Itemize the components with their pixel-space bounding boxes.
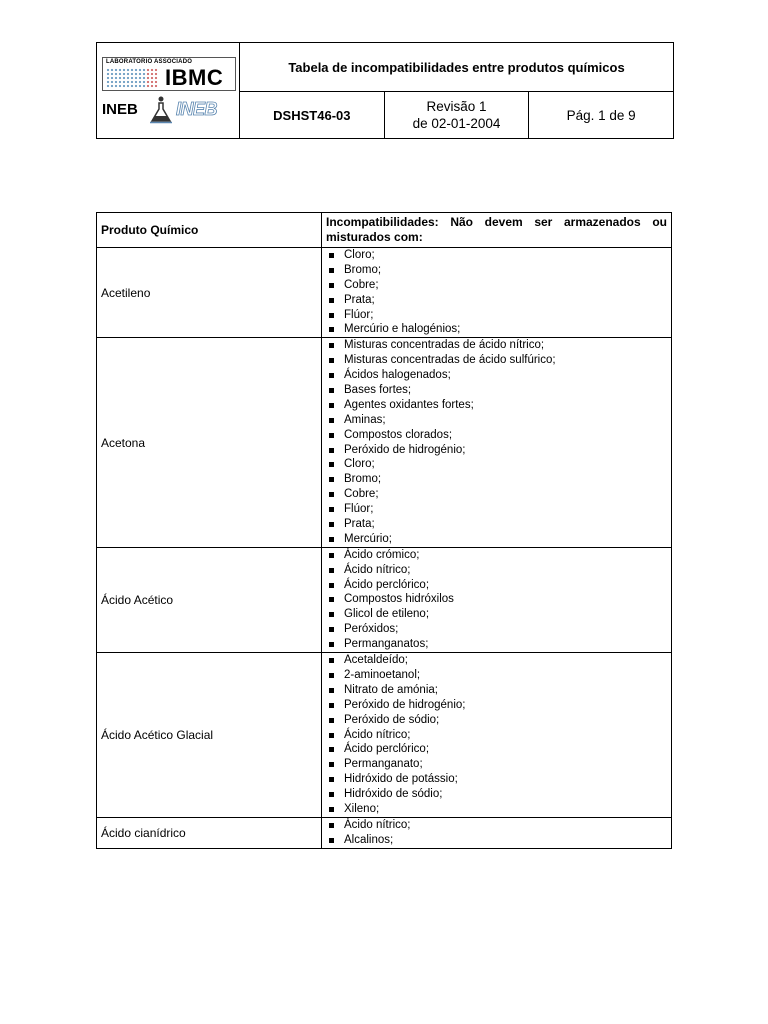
lab-associado-text: LABORATORIO ASSOCIADO bbox=[106, 58, 193, 65]
ineb-outline-text: INEB bbox=[176, 98, 218, 119]
list-item: Alcalinos; bbox=[326, 833, 667, 848]
incompatibility-list-cell bbox=[322, 248, 672, 338]
list-item: 2-aminoetanol; bbox=[326, 668, 667, 683]
list-item: Nitrato de amónia; bbox=[326, 683, 667, 698]
ibmc-logo bbox=[102, 57, 236, 91]
list-item: Ácido nítrico; bbox=[326, 818, 667, 833]
list-item: Hidróxido de potássio; bbox=[326, 772, 667, 787]
incompatibility-list bbox=[326, 248, 667, 337]
list-item: Ácido perclórico; bbox=[326, 742, 667, 757]
incompatibility-list bbox=[326, 548, 667, 652]
list-item: Glicol de etileno; bbox=[326, 607, 667, 622]
list-item: Ácido nítrico; bbox=[326, 728, 667, 743]
ineb-logo bbox=[102, 95, 236, 125]
list-item: Peróxido de hidrogénio; bbox=[326, 698, 667, 713]
list-item: Compostos clorados; bbox=[326, 428, 667, 443]
list-item: Ácidos halogenados; bbox=[326, 368, 667, 383]
dot-grid-accent-icon bbox=[146, 68, 158, 88]
list-item: Cloro; bbox=[326, 248, 667, 263]
column-header-incompatibilities: Incompatibilidades: Não devem ser armazenados ou misturados com: bbox=[322, 213, 672, 248]
list-item: Permanganato; bbox=[326, 757, 667, 772]
list-item: Bases fortes; bbox=[326, 383, 667, 398]
product-name: Acetileno bbox=[97, 248, 322, 338]
list-item: Xileno; bbox=[326, 802, 667, 817]
list-item: Hidróxido de sódio; bbox=[326, 787, 667, 802]
dot-grid-icon bbox=[106, 68, 146, 88]
table-row bbox=[97, 547, 672, 652]
list-item: Prata; bbox=[326, 293, 667, 308]
incompatibility-list bbox=[326, 653, 667, 817]
table-row bbox=[97, 248, 672, 338]
list-item: Cobre; bbox=[326, 487, 667, 502]
table-body bbox=[97, 248, 672, 849]
product-name: Ácido Acético Glacial bbox=[97, 653, 322, 818]
column-header-product: Produto Químico bbox=[97, 213, 322, 248]
product-name: Ácido cianídrico bbox=[97, 817, 322, 848]
revision-number: Revisão 1 bbox=[426, 99, 487, 114]
incompatibility-list bbox=[326, 818, 667, 848]
table-row bbox=[97, 817, 672, 848]
logo-cell bbox=[97, 43, 240, 139]
list-item: Aminas; bbox=[326, 413, 667, 428]
table-header-row bbox=[97, 213, 672, 248]
list-item: Misturas concentradas de ácido nítrico; bbox=[326, 338, 667, 353]
incompatibility-list bbox=[326, 338, 667, 546]
incompatibility-list-cell bbox=[322, 338, 672, 547]
revision-info bbox=[384, 92, 529, 139]
list-item: Ácido nítrico; bbox=[326, 563, 667, 578]
document-title: Tabela de incompatibilidades entre produtos químicos bbox=[240, 43, 674, 92]
document-header bbox=[96, 42, 674, 139]
list-item: Mercúrio e halogénios; bbox=[326, 322, 667, 337]
product-name: Ácido Acético bbox=[97, 547, 322, 652]
list-item: Ácido perclórico; bbox=[326, 578, 667, 593]
list-item: Flúor; bbox=[326, 502, 667, 517]
list-item: Ácido crómico; bbox=[326, 548, 667, 563]
product-name: Acetona bbox=[97, 338, 322, 547]
list-item: Flúor; bbox=[326, 308, 667, 323]
table-row bbox=[97, 653, 672, 818]
table-row bbox=[97, 338, 672, 547]
incompatibility-table bbox=[96, 212, 672, 849]
list-item: Misturas concentradas de ácido sulfúrico; bbox=[326, 353, 667, 368]
list-item: Peróxido de sódio; bbox=[326, 713, 667, 728]
page-number: Pág. 1 de 9 bbox=[529, 92, 674, 139]
incompatibility-list-cell bbox=[322, 653, 672, 818]
list-item: Cobre; bbox=[326, 278, 667, 293]
revision-date: de 02-01-2004 bbox=[412, 116, 501, 131]
list-item: Acetaldeído; bbox=[326, 653, 667, 668]
list-item: Compostos hidróxilos bbox=[326, 592, 667, 607]
list-item: Mercúrio; bbox=[326, 532, 667, 547]
list-item: Peróxido de hidrogénio; bbox=[326, 443, 667, 458]
ibmc-text: IBMC bbox=[165, 64, 224, 90]
list-item: Agentes oxidantes fortes; bbox=[326, 398, 667, 413]
ineb-text: INEB bbox=[102, 100, 138, 118]
list-item: Prata; bbox=[326, 517, 667, 532]
incompatibility-list-cell bbox=[322, 547, 672, 652]
list-item: Bromo; bbox=[326, 263, 667, 278]
list-item: Peróxidos; bbox=[326, 622, 667, 637]
list-item: Cloro; bbox=[326, 457, 667, 472]
incompatibility-list-cell bbox=[322, 817, 672, 848]
flask-icon bbox=[148, 96, 174, 124]
institution-logo bbox=[100, 55, 236, 127]
document-code: DSHST46-03 bbox=[240, 92, 385, 139]
list-item: Permanganatos; bbox=[326, 637, 667, 652]
list-item: Bromo; bbox=[326, 472, 667, 487]
